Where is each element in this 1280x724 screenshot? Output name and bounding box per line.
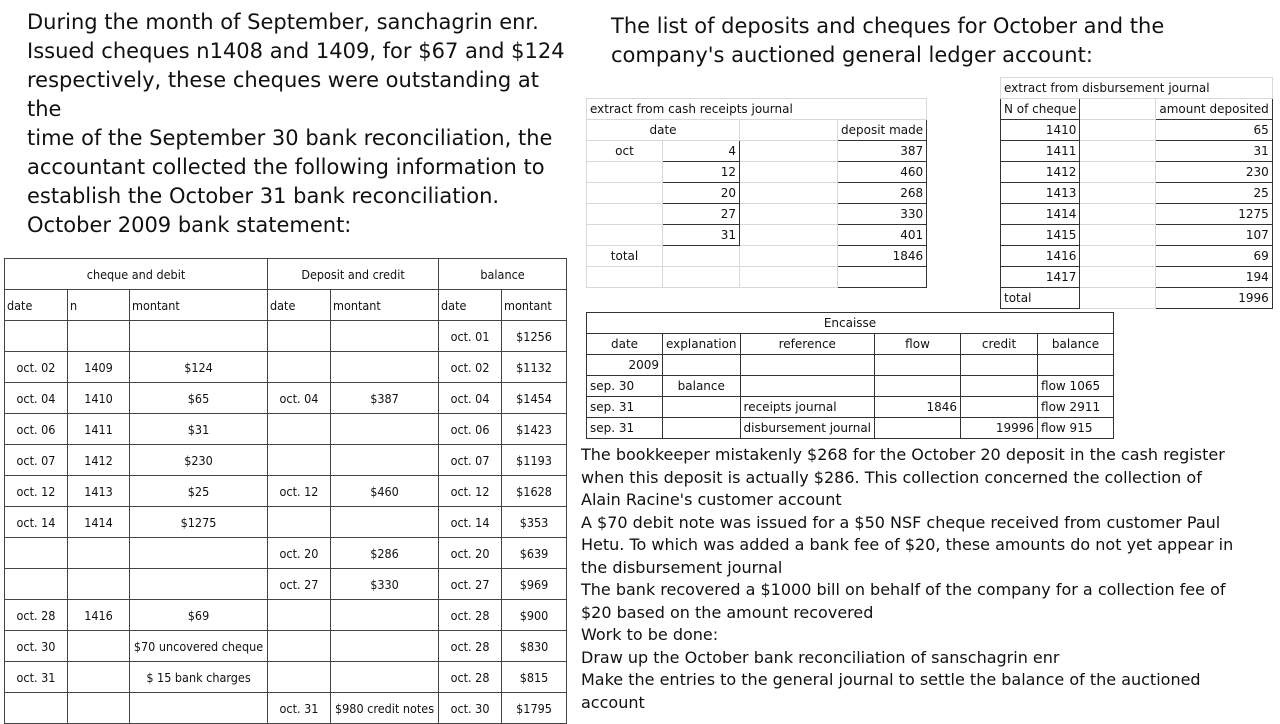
table-row bbox=[587, 418, 1114, 439]
table-cell bbox=[331, 414, 439, 445]
intro-line: Issued cheques n1408 and 1409, for $67 and $124 bbox=[27, 39, 565, 63]
blank-cell bbox=[1080, 120, 1156, 141]
blank-cell bbox=[1080, 141, 1156, 162]
month-cell bbox=[587, 162, 663, 183]
table-cell bbox=[268, 631, 331, 662]
total-label: total bbox=[587, 246, 663, 267]
amount-cell: 25 bbox=[1156, 183, 1272, 204]
group-header-cheque: cheque and debit bbox=[5, 259, 268, 290]
table-cell: $31 bbox=[130, 414, 268, 445]
column-header: credit bbox=[961, 334, 1038, 355]
column-header: date bbox=[268, 290, 331, 321]
column-header: date bbox=[587, 334, 663, 355]
table-cell: 1411 bbox=[68, 414, 130, 445]
table-cell: $1628 bbox=[502, 476, 567, 507]
amount-cell: 69 bbox=[1156, 246, 1272, 267]
table-cell: receipts journal bbox=[740, 397, 875, 418]
table-row bbox=[587, 204, 927, 225]
table-cell bbox=[268, 662, 331, 693]
day-cell: 20 bbox=[663, 183, 740, 204]
table-cell: oct. 27 bbox=[439, 569, 502, 600]
note-line: Hetu. To which was added a bank fee of $20, these amounts do not yet appear in bbox=[581, 535, 1234, 554]
table-cell: oct. 28 bbox=[5, 600, 68, 631]
table-cell: $69 bbox=[130, 600, 268, 631]
table-cell bbox=[68, 662, 130, 693]
column-header: montant bbox=[331, 290, 439, 321]
intro-line: October 2009 bank statement: bbox=[27, 213, 352, 237]
blank-cell bbox=[1080, 162, 1156, 183]
table-cell: $387 bbox=[331, 383, 439, 414]
table-cell: sep. 31 bbox=[587, 397, 663, 418]
column-header: balance bbox=[1038, 334, 1114, 355]
table-cell: $1275 bbox=[130, 507, 268, 538]
year-cell: 2009 bbox=[587, 355, 663, 376]
cheque-number-cell: 1416 bbox=[1001, 246, 1080, 267]
table-cell: $1256 bbox=[502, 321, 567, 352]
day-cell: 27 bbox=[663, 204, 740, 225]
column-header: explanation bbox=[663, 334, 741, 355]
month-cell bbox=[587, 225, 663, 246]
table-cell: oct. 12 bbox=[439, 476, 502, 507]
table-cell bbox=[331, 600, 439, 631]
table-cell: $1454 bbox=[502, 383, 567, 414]
note-line: Make the entries to the general journal to settle the balance of the auctioned bbox=[581, 670, 1201, 689]
table-cell: disbursement journal bbox=[740, 418, 875, 439]
column-header: montant bbox=[130, 290, 268, 321]
column-header: reference bbox=[740, 334, 875, 355]
blank-cell bbox=[1080, 204, 1156, 225]
table-cell bbox=[875, 376, 961, 397]
table-cell: oct. 04 bbox=[5, 383, 68, 414]
table-row bbox=[1001, 183, 1273, 204]
deposit-cell: 330 bbox=[838, 204, 927, 225]
blank-cell bbox=[1080, 225, 1156, 246]
table-cell bbox=[331, 352, 439, 383]
table-cell bbox=[663, 397, 741, 418]
table-cell: oct. 07 bbox=[5, 445, 68, 476]
table-cell: $65 bbox=[130, 383, 268, 414]
table-cell bbox=[5, 569, 68, 600]
cheque-header: N of cheque bbox=[1001, 99, 1080, 120]
table-row bbox=[1001, 120, 1273, 141]
cheque-number-cell: 1413 bbox=[1001, 183, 1080, 204]
column-header: flow bbox=[875, 334, 961, 355]
table-row bbox=[587, 183, 927, 204]
table-cell: $ 15 bank charges bbox=[130, 662, 268, 693]
table-row bbox=[5, 662, 567, 693]
amount-header: amount deposited bbox=[1156, 99, 1272, 120]
table-cell bbox=[961, 397, 1038, 418]
table-row bbox=[5, 414, 567, 445]
table-row bbox=[5, 631, 567, 662]
table-row bbox=[5, 352, 567, 383]
blank-cell bbox=[740, 225, 838, 246]
deposit-cell: 387 bbox=[838, 141, 927, 162]
table-cell: oct. 06 bbox=[5, 414, 68, 445]
note-line: the disbursement journal bbox=[581, 557, 783, 577]
table-cell bbox=[5, 321, 68, 352]
blank-cell bbox=[740, 183, 838, 204]
blank-cell bbox=[1080, 267, 1156, 288]
table-cell: oct. 12 bbox=[268, 476, 331, 507]
table-cell bbox=[68, 538, 130, 569]
table-row bbox=[587, 397, 1114, 418]
blank-cell bbox=[740, 162, 838, 183]
deposit-cell: 401 bbox=[838, 225, 927, 246]
table-cell: 1416 bbox=[68, 600, 130, 631]
table-cell: oct. 28 bbox=[439, 600, 502, 631]
table-cell bbox=[875, 418, 961, 439]
blank-cell bbox=[740, 141, 838, 162]
table-cell: $900 bbox=[502, 600, 567, 631]
amount-cell: 230 bbox=[1156, 162, 1272, 183]
table-row bbox=[587, 225, 927, 246]
table-cell: $639 bbox=[502, 538, 567, 569]
total-value: 1846 bbox=[838, 246, 927, 267]
table-cell: 1413 bbox=[68, 476, 130, 507]
table-cell: oct. 30 bbox=[439, 693, 502, 724]
table-cell bbox=[331, 507, 439, 538]
note-line: when this deposit is actually $286. This collection concerned the collection of bbox=[581, 467, 1202, 487]
table-row bbox=[5, 507, 567, 538]
table-cell: $969 bbox=[502, 569, 567, 600]
table-cell: flow 915 bbox=[1038, 418, 1114, 439]
note-line: Draw up the October bank reconciliation of sanschagrin enr bbox=[581, 647, 1060, 667]
note-line: A $70 debit note was issued for a $50 NSF cheque received from customer Paul bbox=[581, 512, 1221, 532]
table-row bbox=[5, 476, 567, 507]
intro-line: establish the October 31 bank reconciliation. bbox=[27, 184, 500, 208]
table-cell bbox=[68, 569, 130, 600]
cheque-number-cell: 1415 bbox=[1001, 225, 1080, 246]
deposit-cell: 268 bbox=[838, 183, 927, 204]
intro-line: accountant collected the following information to bbox=[27, 155, 545, 179]
table-cell: oct. 14 bbox=[439, 507, 502, 538]
blank-cell bbox=[1080, 246, 1156, 267]
disbursement-title: extract from disbursement journal bbox=[1001, 78, 1273, 99]
table-cell bbox=[68, 693, 130, 724]
table-row bbox=[5, 383, 567, 414]
disbursement-table bbox=[1000, 77, 1273, 309]
note-line: Work to be done: bbox=[581, 625, 719, 644]
deposit-header: deposit made bbox=[838, 120, 927, 141]
table-cell: oct. 30 bbox=[5, 631, 68, 662]
intro-right-text bbox=[611, 12, 1231, 70]
cheque-number-cell: 1411 bbox=[1001, 141, 1080, 162]
blank-cell bbox=[1080, 183, 1156, 204]
encaisse-title: Encaisse bbox=[587, 313, 1114, 334]
table-row bbox=[5, 693, 567, 724]
table-cell bbox=[68, 321, 130, 352]
table-row bbox=[1001, 162, 1273, 183]
note-line: account bbox=[581, 692, 645, 712]
table-cell: $286 bbox=[331, 538, 439, 569]
table-cell: oct. 31 bbox=[268, 693, 331, 724]
intro-left-text bbox=[27, 8, 572, 240]
table-cell: $1132 bbox=[502, 352, 567, 383]
table-cell: oct. 06 bbox=[439, 414, 502, 445]
table-cell bbox=[130, 538, 268, 569]
intro-line: time of the September 30 bank reconciliation, the bbox=[27, 126, 553, 150]
table-cell bbox=[268, 321, 331, 352]
table-cell: $830 bbox=[502, 631, 567, 662]
table-cell bbox=[740, 376, 875, 397]
table-cell bbox=[5, 693, 68, 724]
note-line: Alain Racine's customer account bbox=[581, 490, 842, 509]
table-cell: oct. 02 bbox=[439, 352, 502, 383]
table-cell: $980 credit notes bbox=[331, 693, 439, 724]
table-row bbox=[5, 321, 567, 352]
amount-cell: 194 bbox=[1156, 267, 1272, 288]
table-cell: $1423 bbox=[502, 414, 567, 445]
day-cell: 12 bbox=[663, 162, 740, 183]
table-row bbox=[5, 600, 567, 631]
table-cell: sep. 31 bbox=[587, 418, 663, 439]
total-label: total bbox=[1001, 288, 1080, 309]
table-cell: $353 bbox=[502, 507, 567, 538]
amount-cell: 107 bbox=[1156, 225, 1272, 246]
table-cell bbox=[268, 352, 331, 383]
amount-cell: 1275 bbox=[1156, 204, 1272, 225]
table-cell: oct. 02 bbox=[5, 352, 68, 383]
group-header-balance: balance bbox=[439, 259, 567, 290]
table-cell: 1846 bbox=[875, 397, 961, 418]
table-cell bbox=[331, 445, 439, 476]
cheque-number-cell: 1412 bbox=[1001, 162, 1080, 183]
cash-receipts-table bbox=[586, 98, 927, 288]
table-cell: 1412 bbox=[68, 445, 130, 476]
table-row bbox=[1001, 246, 1273, 267]
table-row bbox=[1001, 267, 1273, 288]
table-cell bbox=[268, 600, 331, 631]
intro-line: company's auctioned general ledger account: bbox=[611, 43, 1093, 67]
table-row bbox=[5, 569, 567, 600]
table-row bbox=[587, 162, 927, 183]
table-cell: 1409 bbox=[68, 352, 130, 383]
table-cell: $1795 bbox=[502, 693, 567, 724]
instructions-text bbox=[581, 444, 1271, 714]
table-cell: 19996 bbox=[961, 418, 1038, 439]
cash-receipts-title: extract from cash receipts journal bbox=[587, 99, 927, 120]
table-cell: $124 bbox=[130, 352, 268, 383]
bank-statement-table bbox=[4, 258, 567, 724]
table-cell: oct. 28 bbox=[439, 662, 502, 693]
table-row bbox=[587, 376, 1114, 397]
table-cell: 1410 bbox=[68, 383, 130, 414]
note-line: The bank recovered a $1000 bill on behalf of the company for a collection fee of bbox=[581, 580, 1226, 599]
table-cell: $460 bbox=[331, 476, 439, 507]
table-cell bbox=[331, 662, 439, 693]
column-header: date bbox=[5, 290, 68, 321]
table-cell: oct. 14 bbox=[5, 507, 68, 538]
table-row bbox=[1001, 141, 1273, 162]
month-cell: oct bbox=[587, 141, 663, 162]
intro-line: During the month of September, sanchagrin enr. bbox=[27, 10, 539, 34]
table-cell: oct. 31 bbox=[5, 662, 68, 693]
total-value: 1996 bbox=[1156, 288, 1272, 309]
table-cell: $70 uncovered cheque bbox=[130, 631, 268, 662]
intro-line: The list of deposits and cheques for October and the bbox=[611, 14, 1165, 38]
amount-cell: 65 bbox=[1156, 120, 1272, 141]
table-cell bbox=[130, 569, 268, 600]
group-header-deposit: Deposit and credit bbox=[268, 259, 439, 290]
table-cell: $815 bbox=[502, 662, 567, 693]
amount-cell: 31 bbox=[1156, 141, 1272, 162]
note-line: $20 based on the amount recovered bbox=[581, 602, 874, 622]
table-cell: oct. 27 bbox=[268, 569, 331, 600]
table-cell: oct. 12 bbox=[5, 476, 68, 507]
month-cell bbox=[587, 204, 663, 225]
table-cell: $25 bbox=[130, 476, 268, 507]
table-cell bbox=[268, 507, 331, 538]
table-cell bbox=[331, 321, 439, 352]
table-cell bbox=[268, 445, 331, 476]
table-cell: balance bbox=[663, 376, 741, 397]
table-cell: oct. 04 bbox=[268, 383, 331, 414]
table-cell bbox=[331, 631, 439, 662]
cheque-number-cell: 1417 bbox=[1001, 267, 1080, 288]
table-cell: $1193 bbox=[502, 445, 567, 476]
table-cell bbox=[5, 538, 68, 569]
deposit-cell: 460 bbox=[838, 162, 927, 183]
table-cell: oct. 20 bbox=[268, 538, 331, 569]
table-cell: oct. 07 bbox=[439, 445, 502, 476]
blank-cell bbox=[740, 204, 838, 225]
column-header: n bbox=[68, 290, 130, 321]
table-row bbox=[587, 141, 927, 162]
note-line: The bookkeeper mistakenly $268 for the October 20 deposit in the cash register bbox=[581, 445, 1225, 464]
table-row bbox=[1001, 204, 1273, 225]
table-cell bbox=[663, 418, 741, 439]
date-header: date bbox=[587, 120, 740, 141]
table-cell: flow 1065 bbox=[1038, 376, 1114, 397]
table-cell: oct. 20 bbox=[439, 538, 502, 569]
table-cell: $330 bbox=[331, 569, 439, 600]
cheque-number-cell: 1410 bbox=[1001, 120, 1080, 141]
table-cell: oct. 28 bbox=[439, 631, 502, 662]
table-cell: 1414 bbox=[68, 507, 130, 538]
table-cell bbox=[130, 693, 268, 724]
column-header: date bbox=[439, 290, 502, 321]
table-row bbox=[5, 445, 567, 476]
column-header: montant bbox=[502, 290, 567, 321]
table-cell bbox=[130, 321, 268, 352]
table-cell: $230 bbox=[130, 445, 268, 476]
table-cell: flow 2911 bbox=[1038, 397, 1114, 418]
table-row bbox=[1001, 225, 1273, 246]
table-cell bbox=[268, 414, 331, 445]
table-row bbox=[5, 538, 567, 569]
encaisse-ledger-table bbox=[586, 312, 1114, 439]
table-cell: oct. 04 bbox=[439, 383, 502, 414]
day-cell: 4 bbox=[663, 141, 740, 162]
day-cell: 31 bbox=[663, 225, 740, 246]
intro-line: respectively, these cheques were outstanding at the bbox=[27, 68, 539, 121]
table-cell bbox=[68, 631, 130, 662]
table-cell bbox=[961, 376, 1038, 397]
table-cell: sep. 30 bbox=[587, 376, 663, 397]
table-cell: oct. 01 bbox=[439, 321, 502, 352]
cheque-number-cell: 1414 bbox=[1001, 204, 1080, 225]
month-cell bbox=[587, 183, 663, 204]
